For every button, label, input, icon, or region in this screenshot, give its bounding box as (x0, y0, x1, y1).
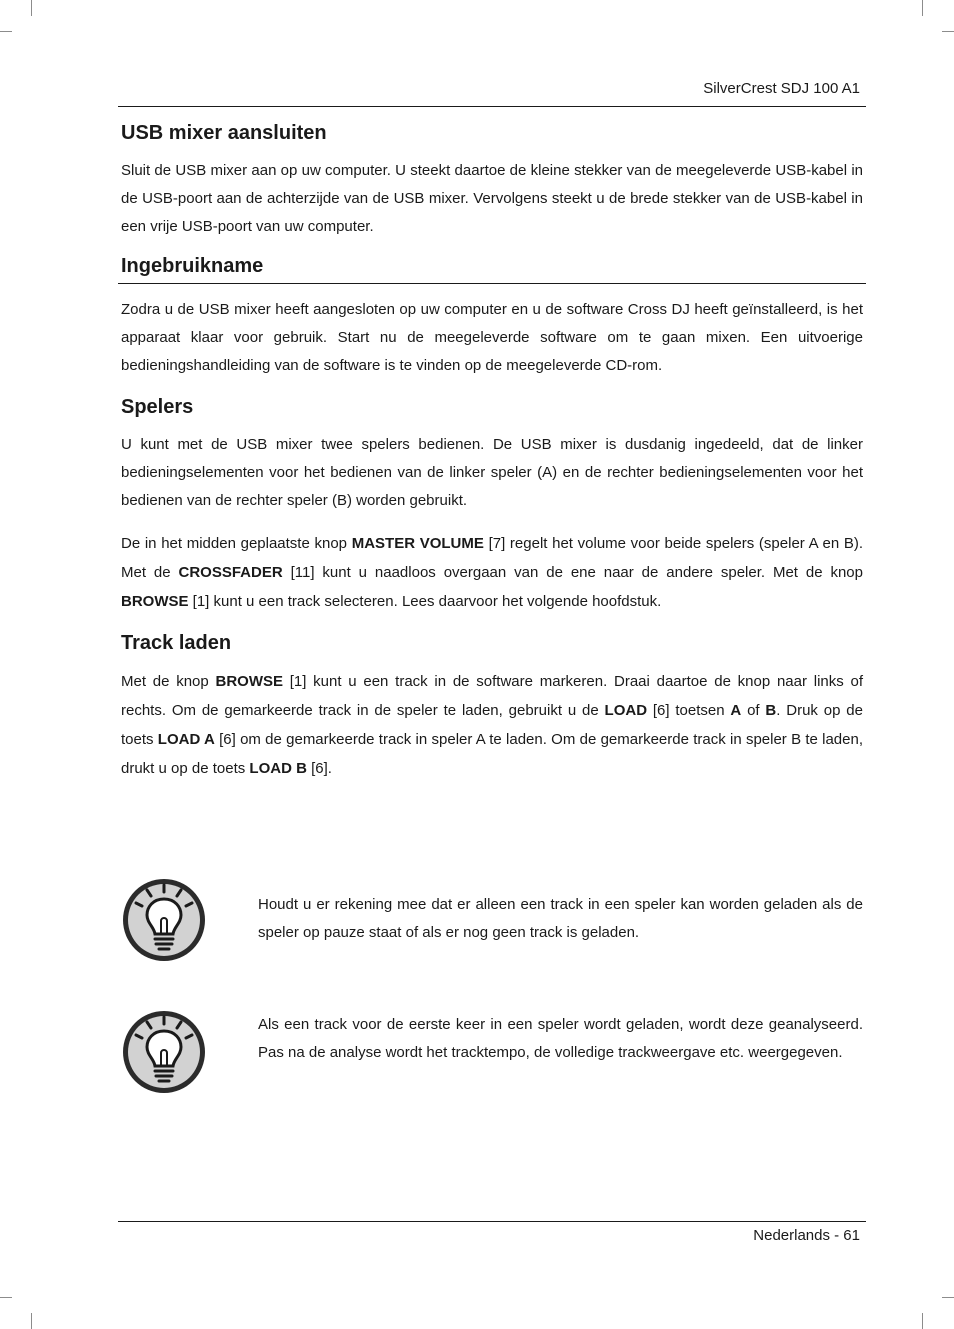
crop-mark (942, 1297, 954, 1298)
bold-term: LOAD (604, 702, 648, 719)
paragraph (121, 667, 863, 783)
bold-term: MASTER VOLUME (351, 535, 484, 552)
section-heading: Spelers (121, 396, 194, 418)
text-run: Met de knop (121, 673, 216, 690)
text-run: De in het midden geplaatste knop (121, 535, 352, 552)
footer-rule (118, 1221, 866, 1222)
crop-mark (942, 31, 954, 32)
bold-term: LOAD B (249, 760, 307, 777)
bold-term: LOAD A (157, 731, 215, 748)
crop-mark (31, 1313, 32, 1329)
text-run: [7] regelt het volume voor beide spelers (speler A en B). Met de (121, 535, 864, 581)
bold-term: BROWSE (215, 673, 283, 690)
text-run: [6] toetsen (647, 702, 731, 719)
crop-mark (31, 0, 32, 16)
header-rule (118, 106, 866, 107)
section-heading: Ingebruikname (121, 255, 264, 277)
lightbulb-icon (121, 1009, 207, 1095)
bold-term: BROWSE (121, 593, 189, 610)
section-rule (118, 283, 866, 284)
running-title: SilverCrest SDJ 100 A1 (703, 80, 860, 97)
text-run: . Druk op de toets (121, 702, 863, 748)
paragraph (121, 529, 863, 616)
lightbulb-icon (121, 877, 207, 963)
crop-mark (0, 31, 12, 32)
crop-mark (922, 0, 923, 16)
text-run: [6] om de gemarkeerde track in speler A te laden. Om de gemarkeerde track in speler B te laden, drukt u op de toets (121, 731, 863, 777)
section-heading: USB mixer aansluiten (121, 122, 327, 144)
crop-mark (922, 1313, 923, 1329)
tip-text: Als een track voor de eerste keer in een speler wordt geladen, wordt deze geanalyseerd. Pas na de analyse wordt het tracktempo, de volledige trackweergave etc. weergegeven. (258, 1016, 863, 1061)
text-run: Sluit de USB mixer aan op uw computer. U steekt daartoe de kleine stekker van de meegeleverde USB-kabel in de USB-poort aan de achterzijde van de USB mixer. Vervolgens steekt u de brede stekker van de USB-kabel in een vrije USB-poort van uw computer. (121, 162, 863, 235)
section-heading: Track laden (121, 632, 232, 654)
bold-term: CROSSFADER (178, 564, 283, 581)
tip-note (121, 1009, 863, 1067)
text-run: [6]. (306, 760, 332, 777)
tip-text: Houdt u er rekening mee dat er alleen een track in een speler kan worden geladen als de speler op pauze staat of als er nog geen track is geladen. (258, 896, 863, 941)
text-run: [1] kunt u een track in de software markeren. Draai daartoe de knop naar links of rechts. Om de gemarkeerde track in de speler te laden, gebruikt u de (121, 673, 864, 719)
bold-term: B (765, 702, 777, 719)
text-run: [11] kunt u naadloos overgaan van de ene naar de andere speler. Met de knop (282, 564, 863, 581)
page-content (121, 122, 863, 783)
text-run: of (741, 702, 766, 719)
crop-mark (0, 1297, 12, 1298)
bold-term: A (730, 702, 742, 719)
tip-note (121, 877, 863, 947)
text-run: U kunt met de USB mixer twee spelers bedienen. De USB mixer is dusdanig ingedeeld, dat de linker bedieningselementen voor het bedienen van de linker speler (A) en de rechter bedieningselementen voor het bedienen van de rechter speler (B) worden gebruikt. (121, 436, 863, 509)
paragraph (121, 157, 863, 241)
text-run: Zodra u de USB mixer heeft aangesloten op uw computer en u de software Cross DJ heeft geïnstalleerd, is het apparaat klaar voor gebruik. Start nu de meegeleverde software om te gaan mixen. Een uitvoerige bedieningshandleiding van de software is te vinden op de meegeleverde CD-rom. (121, 301, 863, 374)
text-run: [1] kunt u een track selecteren. Lees daarvoor het volgende hoofdstuk. (188, 593, 662, 610)
page-number: Nederlands - 61 (753, 1227, 860, 1244)
paragraph (121, 431, 863, 515)
paragraph (121, 296, 863, 380)
